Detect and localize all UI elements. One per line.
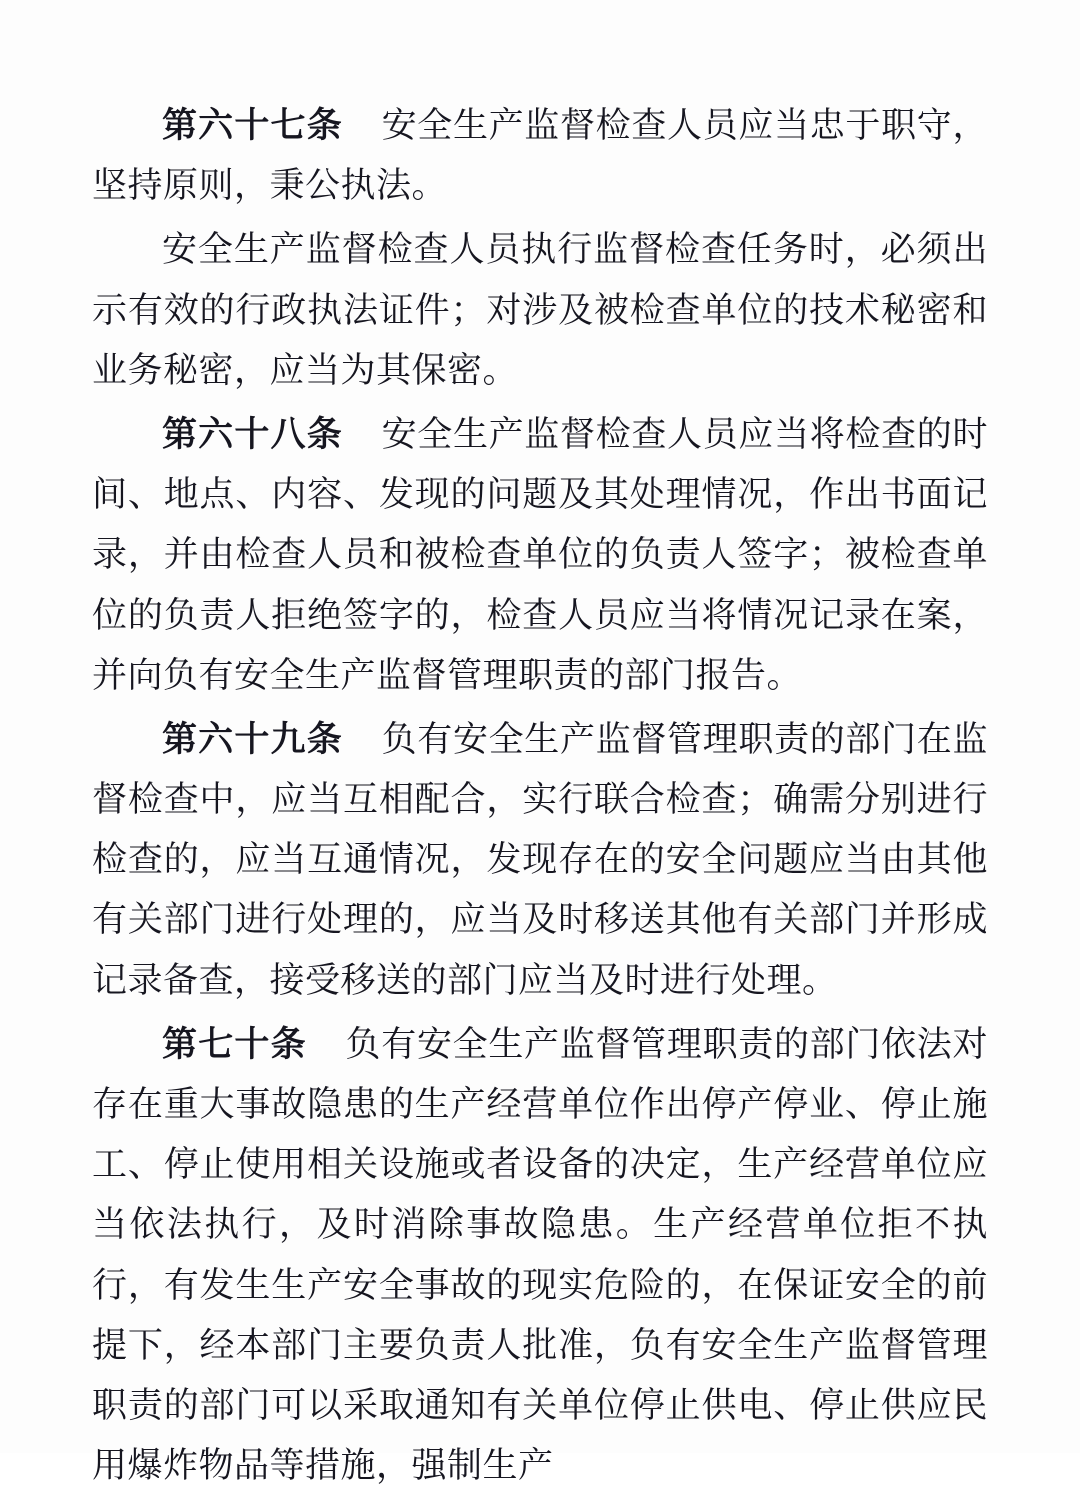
document-body	[92, 96, 988, 1496]
article-paragraph-69	[92, 710, 988, 1011]
article-label-68: 第六十八条	[162, 413, 343, 455]
article-paragraph-68	[92, 405, 988, 706]
article-paragraph-70	[92, 1015, 988, 1496]
plain-text-67b: 安全生产监督检查人员执行监督检查任务时，必须出示有效的行政执法证件；对涉及被检查单位的技术秘密和业务秘密，应当为其保密。	[92, 230, 988, 391]
article-text-69: 负有安全生产监督管理职责的部门在监督检查中，应当互相配合，实行联合检查；确需分别进行检查的，应当互通情况，发现存在的安全问题应当由其他有关部门进行处理的，应当及时移送其他有关部门并形成记录备查，接受移送的部门应当及时进行处理。	[92, 719, 988, 1001]
article-text-70: 负有安全生产监督管理职责的部门依法对存在重大事故隐患的生产经营单位作出停产停业、停止施工、停止使用相关设施或者设备的决定，生产经营单位应当依法执行，及时消除事故隐患。生产经营单位拒不执行，有发生生产安全事故的现实危险的，在保证安全的前提下，经本部门主要负责人批准，负有安全生产监督管理职责的部门可以采取通知有关单位停止供电、停止供应民用爆炸物品等措施，强制生产	[92, 1024, 988, 1487]
article-paragraph-67	[92, 96, 988, 216]
article-label-67: 第六十七条	[162, 105, 343, 146]
article-label-69: 第六十九条	[162, 718, 343, 760]
article-text-67: 安全生产监督检查人员应当忠于职守，坚持原则，秉公执法。	[92, 106, 988, 207]
article-text-68: 安全生产监督检查人员应当将检查的时间、地点、内容、发现的问题及其处理情况，作出书面记录，并由检查人员和被检查单位的负责人签字；被检查单位的负责人拒绝签字的，检查人员应当将情况记录在案，并向负有安全生产监督管理职责的部门报告。	[92, 414, 988, 696]
plain-paragraph-67b	[92, 220, 988, 401]
article-label-70: 第七十条	[162, 1023, 307, 1065]
